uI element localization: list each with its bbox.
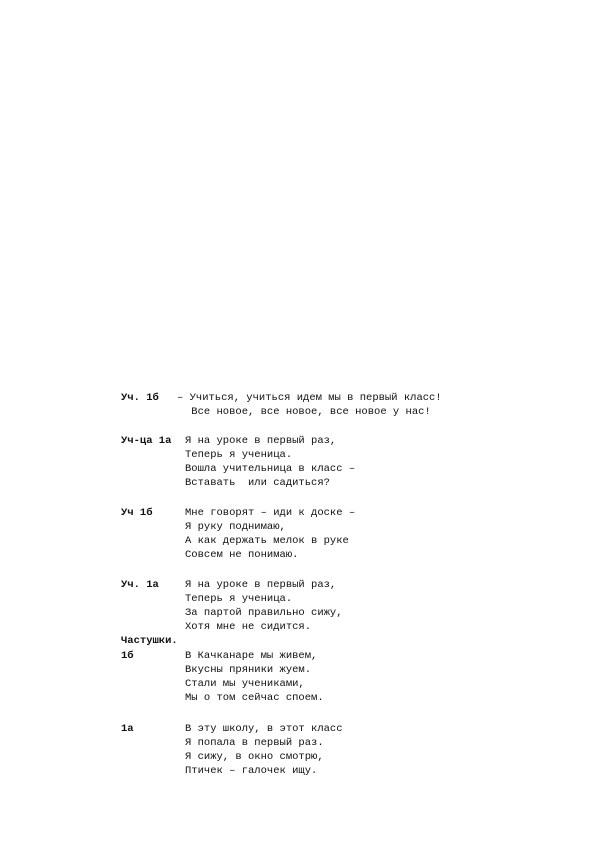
- verse-line: Все новое, все новое, все новое у нас!: [185, 406, 431, 418]
- verse-line: Вкусны пряники жуем.: [185, 664, 312, 676]
- verse-line: Хотя мне не сидится.: [185, 621, 312, 633]
- speaker-label: Уч 1б: [121, 507, 153, 519]
- speaker-label: 1б: [121, 650, 134, 662]
- speaker-label: Уч. 1б: [121, 392, 159, 404]
- verse-line: Я на уроке в первый раз,: [185, 579, 337, 591]
- verse-line: За партой правильно сижу,: [185, 607, 343, 619]
- verse-line: Я на уроке в первый раз,: [185, 435, 337, 447]
- verse-line: – Учиться, учиться идем мы в первый класс!: [177, 392, 442, 404]
- section-heading: Частушки.: [121, 635, 178, 647]
- verse-line: В эту школу, в этот класс: [185, 723, 343, 735]
- verse-line: Теперь я ученица.: [185, 449, 293, 461]
- verse-line: Совсем не понимаю.: [185, 549, 299, 561]
- verse-line: Стали мы учениками,: [185, 678, 305, 690]
- speaker-label: Уч. 1а: [121, 579, 159, 591]
- verse-line: Я сижу, в окно смотрю,: [185, 751, 324, 763]
- speaker-label: 1а: [121, 723, 134, 735]
- verse-line: Я попала в первый раз.: [185, 737, 324, 749]
- verse-line: Теперь я ученица.: [185, 593, 293, 605]
- verse-line: Я руку поднимаю,: [185, 521, 286, 533]
- verse-line: Вошла учительница в класс –: [185, 463, 356, 475]
- verse-line: В Качканаре мы живем,: [185, 650, 318, 662]
- verse-line: Мне говорят – иди к доске –: [185, 507, 356, 519]
- verse-line: Птичек – галочек ищу.: [185, 765, 318, 777]
- verse-line: А как держать мелок в руке: [185, 535, 349, 547]
- verse-line: Вставать или садиться?: [185, 477, 330, 489]
- speaker-label: Уч-ца 1а: [121, 435, 172, 447]
- verse-line: Мы о том сейчас споем.: [185, 692, 324, 704]
